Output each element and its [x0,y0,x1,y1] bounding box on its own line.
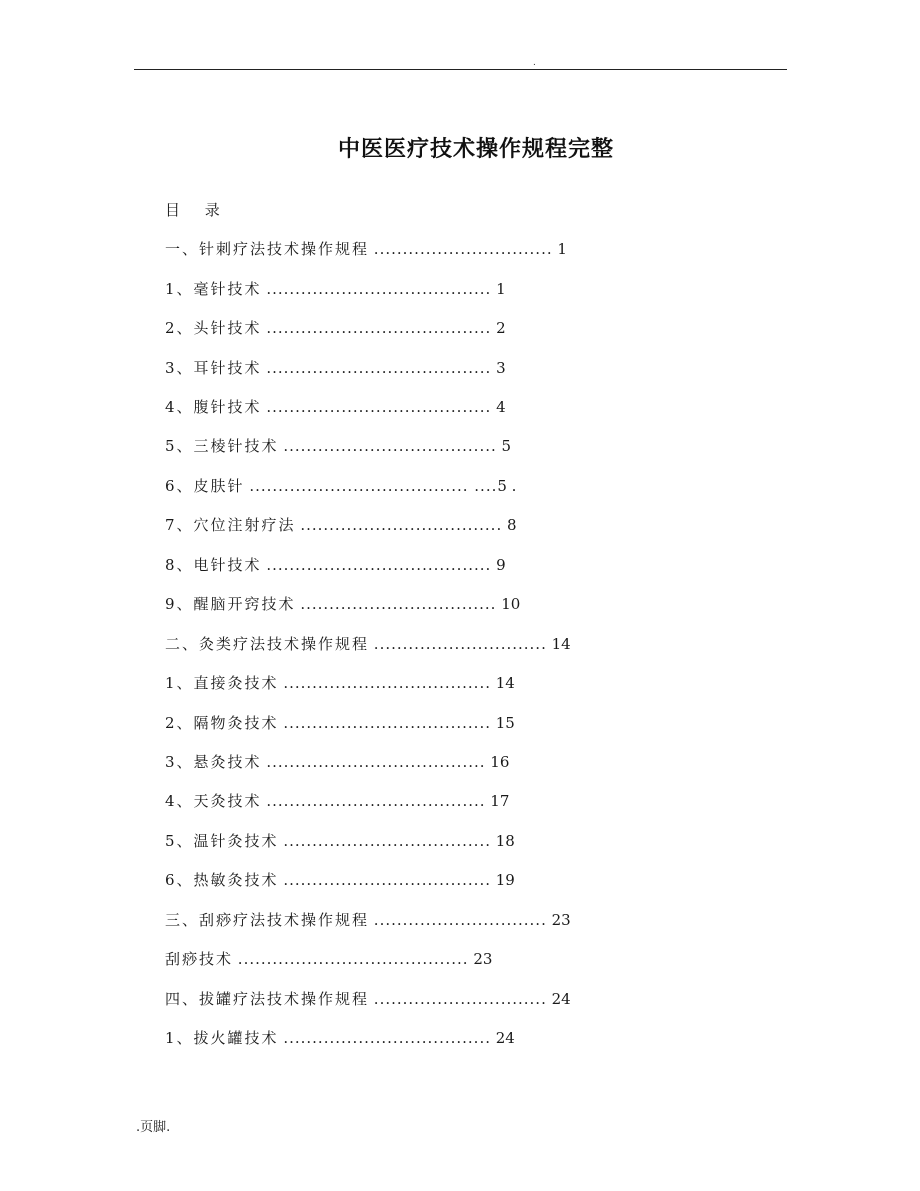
toc-entry[interactable] [165,237,567,261]
toc-entry-title: 3、悬灸技术 [165,753,262,771]
toc-entry[interactable] [165,947,492,971]
toc-entry-title: 7、穴位注射疗法 [165,516,296,534]
toc-page-number: 1 [496,280,506,298]
toc-entry[interactable] [165,711,515,735]
toc-page-number: 24 [551,990,571,1008]
toc-page-number: 23 [551,911,571,929]
toc-page-number: 23 [473,950,493,968]
toc-leader-dots: ....................................... [266,398,492,416]
toc-entry[interactable] [165,395,506,419]
toc-page-number: 3 [496,359,506,377]
toc-entry-title: 1、直接灸技术 [165,674,279,692]
toc-leader-dots: ..................................... [283,437,497,455]
toc-entry-title: 四、拔罐疗法技术操作规程 [165,990,370,1008]
toc-entry[interactable] [165,434,511,458]
toc-entry[interactable] [165,1026,515,1050]
toc-page-number: 19 [495,871,515,889]
toc-entry-title: 刮痧技术 [165,950,234,968]
toc-page-number: 4 [496,398,506,416]
toc-entry-title: 3、耳针技术 [165,359,262,377]
toc-entry-title: 2、隔物灸技术 [165,714,279,732]
toc-entry[interactable] [165,356,506,380]
toc-leader-dots: ....................................... [266,280,492,298]
toc-leader-dots: ...................................... [266,753,486,771]
toc-entry-title: 8、电针技术 [165,556,262,574]
toc-entry-title: 4、腹针技术 [165,398,262,416]
toc-entry[interactable] [165,750,509,774]
toc-page-number: 8 [507,516,517,534]
toc-entry[interactable] [165,316,506,340]
toc-entry-title: 5、三棱针技术 [165,437,279,455]
toc-entry-title: 三、刮痧疗法技术操作规程 [165,911,370,929]
toc-leader-dots: .............................. [373,990,547,1008]
toc-entry[interactable] [165,908,571,932]
toc-entry[interactable] [165,868,515,892]
toc-page-number: 1 [557,240,567,258]
toc-entry[interactable] [165,632,571,656]
toc-leader-dots: ................................... [300,516,503,534]
toc-page-number: 14 [551,635,571,653]
toc-leader-dots: .................................... [283,871,491,889]
toc-heading: 目 录 [165,201,230,219]
toc-leader-dots: .................................... [283,674,491,692]
toc-page-number: 5 . [497,477,517,495]
toc-page-number: 10 [501,595,521,613]
toc-entry[interactable] [165,829,515,853]
toc-leader-dots: .............................. [373,911,547,929]
toc-page-number: 15 [495,714,515,732]
toc-page-number: 18 [495,832,515,850]
toc-leader-dots: ....................................... [266,319,492,337]
toc-leader-dots: .............................. [373,635,547,653]
toc-entry-title: 1、毫针技术 [165,280,262,298]
toc-page-number: 2 [496,319,506,337]
toc-page-number: 14 [495,674,515,692]
toc-entry[interactable] [165,671,515,695]
toc-leader-dots: ........................................ [237,950,469,968]
toc-entry[interactable] [165,592,520,616]
page-footer: .页脚. [136,1120,171,1135]
toc-page-number: 24 [495,1029,515,1047]
toc-leader-dots: ...................................... .... [249,477,498,495]
toc-entry[interactable] [165,553,506,577]
toc-leader-dots: .................................... [283,1029,491,1047]
toc-entry-title: 一、针刺疗法技术操作规程 [165,240,370,258]
toc-page-number: 17 [490,792,510,810]
toc-leader-dots: ....................................... [266,556,492,574]
toc-entry-title: 9、醒脑开窍技术 [165,595,296,613]
toc-entry-title: 6、热敏灸技术 [165,871,279,889]
toc-leader-dots: ...................................... [266,792,486,810]
toc-page-number: 5 [501,437,512,455]
toc-leader-dots: .................................. [300,595,497,613]
toc-page-number: 16 [490,753,510,771]
toc-entry[interactable] [165,474,516,498]
toc-entry-title: 1、拔火罐技术 [165,1029,279,1047]
toc-entry[interactable] [165,789,509,813]
toc-leader-dots: ............................... [373,240,553,258]
toc-leader-dots: .................................... [283,714,491,732]
toc-entry[interactable] [165,987,571,1011]
toc-entry-title: 5、温针灸技术 [165,832,279,850]
toc-entry-title: 6、皮肤针 [165,477,245,495]
toc-entry-title: 二、灸类疗法技术操作规程 [165,635,370,653]
toc-page-number: 9 [496,556,506,574]
toc-leader-dots: ....................................... [266,359,492,377]
toc-leader-dots: .................................... [283,832,491,850]
header-mark: . [533,57,536,68]
document-title: 中医医疗技术操作规程完整 [337,137,614,162]
toc-entry[interactable] [165,277,506,301]
toc-entry-title: 2、头针技术 [165,319,262,337]
toc-entry-title: 4、天灸技术 [165,792,262,810]
toc-entry[interactable] [165,513,517,537]
